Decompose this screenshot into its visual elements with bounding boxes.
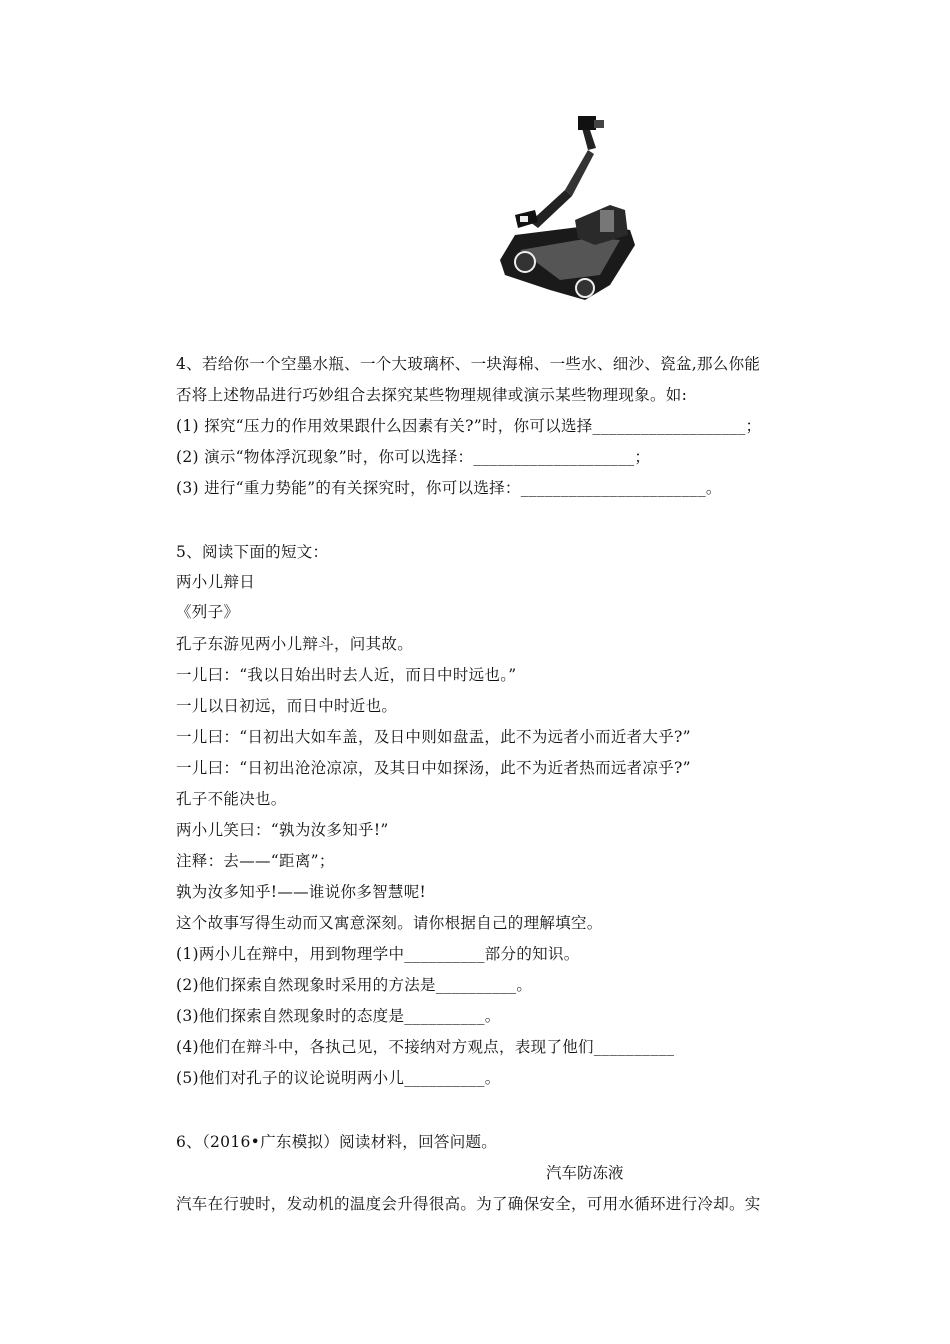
robot-illustration (490, 110, 640, 310)
q5-question-3: (3)他们探索自然现象时的态度是__________。 (176, 1007, 501, 1025)
q5-title: 两小儿辩日 (176, 573, 256, 591)
q5-line: 两小儿笑曰：“孰为汝多知乎!” (176, 821, 389, 839)
q4-intro-line-1: 4、若给你一个空墨水瓶、一个大玻璃杯、一块海棉、一些水、细沙、瓷盆,那么你能 (176, 355, 761, 373)
q5-line: 一儿曰：“日初出沧沧凉凉，及其日中如探汤，此不为近者热而远者凉乎?” (176, 759, 691, 777)
q5-line: 这个故事写得生动而又寓意深刻。请你根据自己的理解填空。 (176, 914, 603, 932)
q6-title: 汽车防冻液 (546, 1164, 624, 1182)
q4-item-2: (2) 演示“物体浮沉现象”时，你可以选择：____________________； (176, 448, 651, 466)
q5-line: 一儿曰：“我以日始出时去人近，而日中时远也。” (176, 666, 517, 684)
q5-question-1: (1)两小儿在辩中，用到物理学中__________部分的知识。 (176, 945, 580, 963)
q5-line: 一儿曰：“日初出大如车盖，及日中则如盘盂，此不为远者小而近者大乎?” (176, 728, 691, 746)
q5-question-2: (2)他们探索自然现象时采用的方法是__________。 (176, 976, 533, 994)
q5-line: 一儿以日初远，而日中时近也。 (176, 697, 398, 715)
q6-intro: 6、（2016•广东模拟）阅读材料，回答问题。 (176, 1133, 498, 1151)
q5-line: 孔子东游见两小儿辩斗，问其故。 (176, 635, 414, 653)
q4-intro-line-2: 否将上述物品进行巧妙组合去探究某些物理规律或演示某些物理现象。如: (176, 386, 688, 404)
q5-source: 《列子》 (176, 603, 240, 621)
q5-line: 孰为汝多知乎!——谁说你多智慧呢! (176, 883, 427, 901)
q5-line: 注释：去——“距离”； (176, 852, 335, 870)
q5-question-4: (4)他们在辩斗中，各执己见，不接纳对方观点，表现了他们__________ (176, 1038, 675, 1056)
q6-paragraph: 汽车在行驶时，发动机的温度会升得很高。为了确保安全，可用水循环进行冷却。实 (176, 1195, 761, 1213)
q5-line: 孔子不能决也。 (176, 790, 287, 808)
q5-question-5: (5)他们对孔子的议论说明两小儿__________。 (176, 1069, 501, 1087)
q5-intro: 5、阅读下面的短文： (176, 543, 329, 561)
q4-item-1: (1) 探究“压力的作用效果跟什么因素有关?”时，你可以选择___________________； (176, 417, 762, 435)
q4-item-3: (3) 进行“重力势能”的有关探究时，你可以选择：_______________________。 (176, 479, 722, 497)
